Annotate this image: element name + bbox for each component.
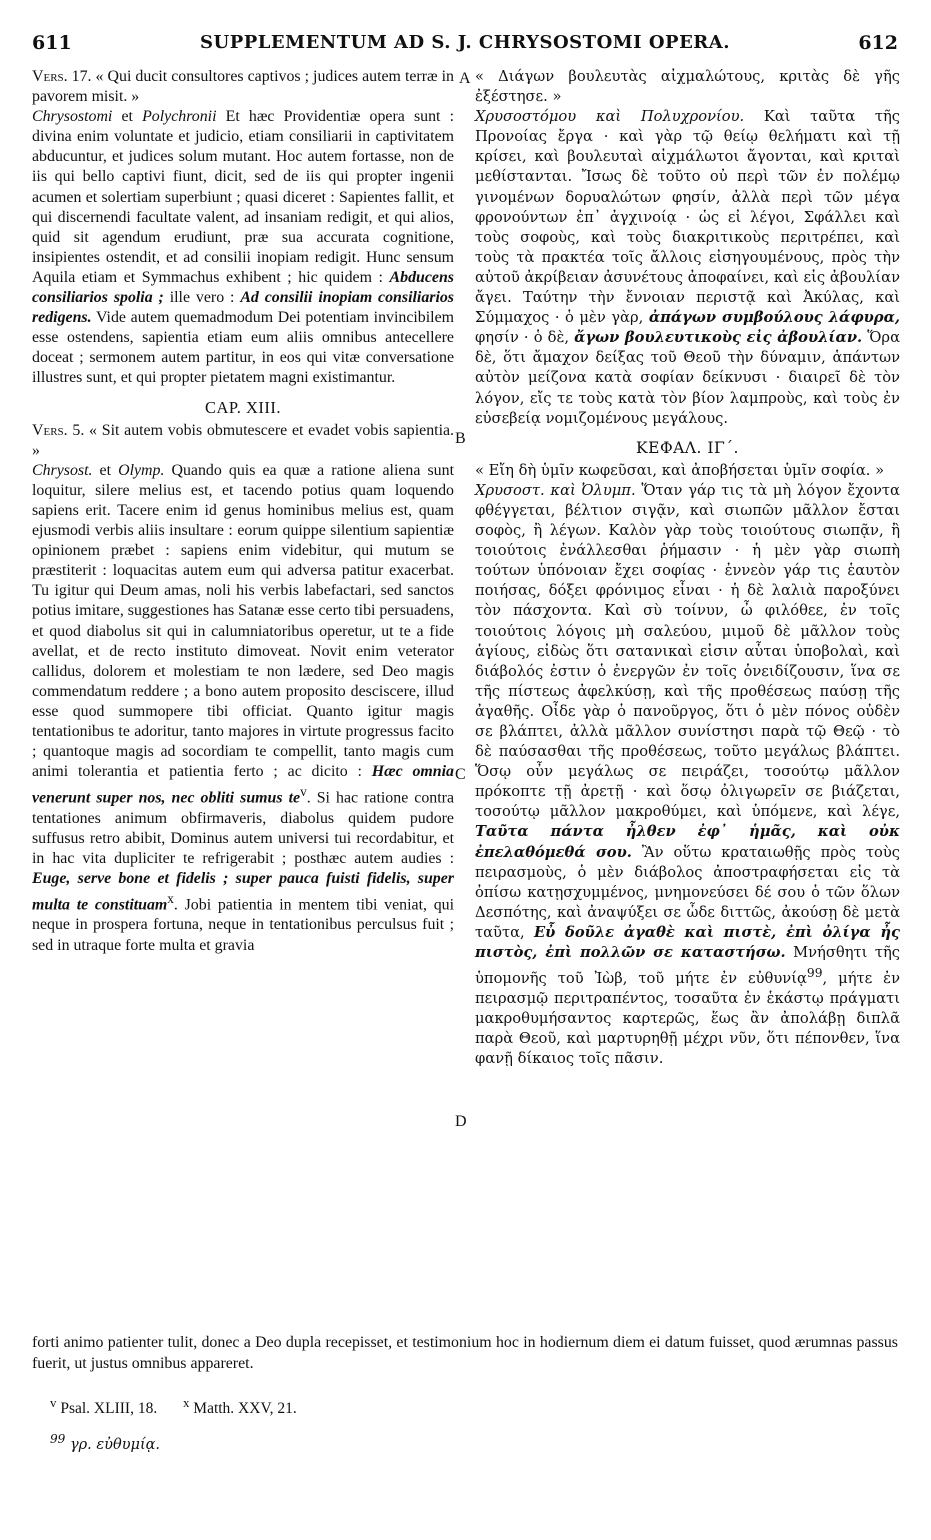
margin-marker-b: B bbox=[455, 430, 466, 447]
footnote-mark: x bbox=[182, 1395, 190, 1410]
verse-label: Vers. 17. bbox=[32, 68, 92, 85]
margin-marker-d: D bbox=[455, 1113, 467, 1130]
commentary-text: Ὅρα δὲ, ὅτι ἄμαχον δείξας τοῦ Θεοῦ τὴν δύναμιν, ἁπάντων αὐτὸν μείζονα κατὰ σοφίαν δείκνυσι · διαιρεῖ δὲ τὸν λόγον, εἴς τε τοὺς κατὰ τὸν βίον λαμπροὺς, καὶ τοὺς ἐν εὐσεβείᾳ νομιζομένους μεγάλους. bbox=[475, 329, 900, 427]
commentary-text: Καὶ ταῦτα τῆς Προνοίας ἔργα · καὶ γὰρ τῷ θείῳ θελήματι καὶ τῇ κρίσει, καὶ βουλευταὶ αἰχμάλωτοι ἄγονται, καὶ κριταὶ μεθίστανται. Ἴσως δὲ τοῦτο οὐ περὶ τῶν ἐν πολέμῳ γινομένων δορυαλώτων φησίν, ἀλλὰ περὶ τῶν μέγα φρονούντων ἐπ᾿ ἀγχινοίᾳ · ὡς εἰ λέγοι, Σφάλλει καὶ τοὺς σοφοὺς, καὶ τοὺς διακριτικοὺς περιτρέπει, καὶ τοὺς τὰ πρακτέα τοῖς ἄλλοις εἰσηγουμένους, πρὸς τὴν αὐτοῦ ἀκρίβειαν ἀσυνέτους ἀποφαίνει, καὶ εἰς ἀβουλίαν ἄγει. Ταύτην τὴν ἔννοιαν περιστᾷ καὶ Ἀκύλας, καὶ Σύμμαχος · ὁ μὲν γὰρ, bbox=[475, 108, 900, 327]
author-name: Chrysostomi bbox=[32, 108, 113, 126]
margin-marker-a: A bbox=[459, 70, 471, 87]
commentary-text: Vide autem quemadmodum Dei potentiam invincibilem esse ostendens, sapientia etiam eum aliis omnibus antecellere doceat ; sermonem autem partitur, in eos qui vitæ conversatione illustres sunt, et qui propter pietatem magni existimantur. bbox=[32, 309, 454, 387]
footnote-text: γρ. εὐθυμίᾳ. bbox=[65, 1436, 161, 1453]
chapter-heading-greek: ΚΕΦΑΛ. ΙΓ΄. bbox=[636, 438, 739, 457]
greek-verse-5: « Εἴη δὴ ὑμῖν κωφεῦσαι, καὶ ἀποβήσεται ὑμῖν σοφία. » bbox=[475, 461, 885, 479]
commentary-text: , μήτε ἐν πειρασμῷ περιτραπέντος, τοσαῦτα ἐν ἑκάστῳ πράγματι μακροθυμήσαντος καρτερῶς, ἕως ἂν ἀπολάβῃ διπλᾶ παρὰ Θεοῦ, καὶ μαρτυρηθῇ μέχρι νῦν, ὅτι πέπονθεν, ἵνα φανῇ δίκαιος τοῖς πᾶσιν. bbox=[475, 970, 900, 1068]
latin-verse-5 bbox=[32, 421, 454, 461]
commentary-text: Et hæc Providentiæ opera sunt : divina enim voluntate et judicio, etiam consiliarii in captivitatem abducuntur, et judices solum mutant. Hoc autem fortasse, non de iis qui bello captivi fiunt, dicit, sed de iis qui propter ingenii acumen et solertiam superbiunt ; quasi diceret : Sapientes fallit, et qui discernendi facultate valent, ad insaniam redigit, et qui alios, quid sit agendum erudiunt, præ sua accurata cognitione, insipientes ostendit, et ad consilii inopiam redigit. Hunc sensum Aquila etiam et Symmachus exhibent ; hic quidem : bbox=[32, 108, 454, 286]
commentary-text: Ἂν οὕτω κραταιωθῇς πρὸς τοὺς πειρασμοὺς, ὁ μὲν διάβολος ἀποστραφήσεται εἰς τὰ ὀπίσω κατῃσχυμμένος, μνημονεύσει δέ σου ὁ τῶν ὅλων Δεσπότης, καὶ ἀναψύξει σε ὧδε διττῶς, ἀκούσῃ δὲ μετὰ ταῦτα, bbox=[475, 843, 901, 941]
author-name: Χρυσοστ. καὶ Ὀλυμπ. bbox=[475, 481, 636, 499]
quotation: Abducens consiliarios spolia ; bbox=[32, 268, 454, 307]
latin-commentary-2 bbox=[32, 461, 454, 956]
footnote-ref: 99 bbox=[806, 966, 823, 981]
quotation: Ταῦτα πάντα ἦλθεν ἐφ᾿ ἡμᾶς, καὶ οὐκ ἐπελαθόμεθά σου. bbox=[475, 823, 900, 861]
page-number-left: 611 bbox=[32, 32, 72, 54]
commentary-text: . Jobi patientia in mentem tibi veniat, qui neque in prospera fortuna, neque in tentationibus perculsus fuit ; sed in utraque forte multa et gravia bbox=[32, 896, 454, 954]
commentary-text: Quando quis ea quæ a ratione aliena sunt loquitur, silere melius est, et tacendo potius quam loquendo sapiens erit. Tacere enim id genus hominibus melius est, quam ejusmodi verbis aliis insultare : eorum quippe silentium sapientiæ opinionem præbet : sapiens enim videbitur, qui mutum se præstiterit : loquacitas autem eum qui adversa patitur exacerbat. Tu igitur qui Deum amas, noli his verbis labefactari, sed sanctos potius imitare, suggestiones has Satanæ esse certo tibi persuadens, et quod diabolus sit qui in calumniatoribus operetur, ut te a fide avellat, et de recto instituto dimoveat. Novit enim veterator callidus, dolorem et molestiam te non lædere, sed Deo magis commendatum reddere ; a bono autem proposito desciscere, illud esse quod summopere tibi officiat. Quanto igitur magis tentationibus te adoritur, tanto majores in virtute progressus facito ; quantoque magis ad socordiam te compellit, tanto magis cum animi tolerantia et patientia ferto ; ac dicito : bbox=[32, 461, 454, 781]
quotation: Ad consilii inopiam consiliarios redigens. bbox=[32, 289, 454, 327]
chapter-heading-latin: CAP. XIII. bbox=[204, 397, 282, 417]
quotation: Hæc omnia venerunt super nos, nec obliti sumus te bbox=[32, 763, 454, 807]
conjunction: et bbox=[112, 108, 143, 126]
footnote-mark: 99 bbox=[50, 1432, 66, 1446]
commentary-text: ille vero : bbox=[163, 289, 241, 307]
footnote-greek bbox=[50, 1432, 160, 1453]
footnote-ref: x bbox=[167, 891, 174, 907]
footnote-ref: v bbox=[300, 784, 307, 800]
latin-verse-17 bbox=[32, 67, 454, 107]
latin-commentary-1 bbox=[32, 107, 454, 388]
quotation: Εὖ δοῦλε ἀγαθὲ καὶ πιστὲ, ἐπὶ ὀλίγα ἦς πιστὸς, ἐπὶ πολλῶν σε καταστήσω. bbox=[475, 923, 900, 962]
verse-label: Vers. 5. bbox=[32, 421, 85, 439]
page-number-right: 612 bbox=[858, 32, 898, 54]
greek-column bbox=[475, 67, 900, 1069]
quotation: Euge, serve bone et fidelis ; super pauca fuisti fidelis, super multa te constituam bbox=[32, 869, 454, 914]
footnote-mark: v bbox=[50, 1395, 57, 1410]
commentary-text: . Si hac ratione contra tentationes animum obfirmaveris, diabolus quidem pudore suffusus retro abibit, Dominus autem universi tui recordabitur, et in hac vita dupliciter te refrigerabit ; posthæc autem audies : bbox=[32, 789, 454, 867]
footnote-text: Matth. XXV, 21. bbox=[189, 1400, 297, 1418]
quotation: ἄγων βουλευτικοὺς εἰς ἀβουλίαν. bbox=[574, 329, 863, 347]
latin-column bbox=[32, 67, 454, 956]
author-name: Polychronii bbox=[142, 108, 217, 126]
commentary-text: φησίν · ὁ δὲ, bbox=[475, 329, 575, 347]
greek-verse-17: « Διάγων βουλευτὰς αἰχμαλώτους, κριτὰς δὲ γῆς ἐξέστησε. » bbox=[475, 68, 900, 106]
author-name: Olymp. bbox=[118, 461, 165, 479]
commentary-text: Ὅταν γάρ τις τὰ μὴ λόγον ἔχοντα φθέγγεται, βέλτιον σιγᾷν, καὶ σιωπῶν μᾶλλον ἔσται σοφὸς, ἢ λέγων. Καλὸν γὰρ τοὺς τοιούτους σιωπᾷν, ἢ τοιούτοις ἐνάλλεσθαι ῥήμασιν · ἡ μὲν γὰρ σιωπὴ τούτων ὑπόνοιαν ἔχει σοφίας · ἐννεὸν γάρ τις ἑαυτὸν ποιήσας, δόξει φρόνιμος εἶναι · ἡ δὲ λαλιὰ παροξύνει τὸν πάσχοντα. Καὶ σὺ τοίνυν, ὦ φιλόθεε, ἐν τοῖς τοιούτοις λόγοις μὴ σαλεύου, μιμοῦ δὲ μᾶλλον τοὺς ἁγίους, εἰδὼς ὅτι σατανικαὶ εἰσιν αὗται ὑποβολαὶ, καὶ διάβολός ἐστιν ὁ ἐνεργῶν ἐν τοῖς ὀνειδίζουσιν, ἵνα σε τῆς πίστεως ἀφελκύσῃ, καὶ τῆς προθέσεως παύσῃ τῆς ἀγαθῆς. Οἶδε γὰρ ὁ πανοῦργος, ὅτι ὁ μὲν πόνος οὐδὲν σε βλάπτει, ἀλλὰ μᾶλλον συνίστησι παρὰ τῷ Θεῷ · τὸ δὲ παύσασθαι τῆς προθέσεως, τοῦτο μεγάλως βλάπτει. Ὅσῳ οὖν μεγάλως σε πειράζει, τοσούτῳ μᾶλλον πρόκοπτε τῇ ἀρετῇ · καὶ ὅσῳ ὀλιγωρεῖν σε βιάζεται, τοσούτῳ μᾶλλον μακροθύμει, καὶ ὑπόμενε, καὶ λέγε, bbox=[475, 481, 900, 821]
author-name: Χρυσοστόμου καὶ Πολυχρονίου. bbox=[475, 108, 745, 126]
footnote-text: Psal. XLIII, 18. bbox=[56, 1400, 158, 1418]
greek-commentary-1 bbox=[475, 107, 900, 429]
margin-marker-c: C bbox=[455, 766, 466, 783]
page-header bbox=[32, 32, 898, 58]
quotation: ἀπάγων συμβούλους λάφυρα, bbox=[648, 309, 900, 327]
commentary-text: Μνήσθητι τῆς ὑπομονῆς τοῦ Ἰὼβ, τοῦ μήτε ἐν εὐθυνίᾳ bbox=[475, 944, 900, 988]
greek-commentary-2 bbox=[475, 481, 900, 1070]
footnotes-latin bbox=[50, 1395, 297, 1418]
bottom-full-width-text: forti animo patienter tulit, donec a Deo dupla recepisset, et testimonium hoc in hodiernum diem ei datum fuisset, quod ærumnas passus fuerit, ut justus omnibus appareret. bbox=[32, 1334, 898, 1372]
running-title: SUPPLEMENTUM AD S. J. CHRYSOSTOMI OPERA. bbox=[200, 32, 730, 53]
author-name: Chrysost. bbox=[32, 461, 93, 479]
conjunction: et bbox=[92, 461, 119, 479]
verse-text: « Sit autem vobis obmutescere et evadet vobis sapientia. » bbox=[32, 421, 455, 459]
verse-text: « Qui ducit consultores captivos ; judices autem terræ in pavorem misit. » bbox=[32, 68, 454, 106]
